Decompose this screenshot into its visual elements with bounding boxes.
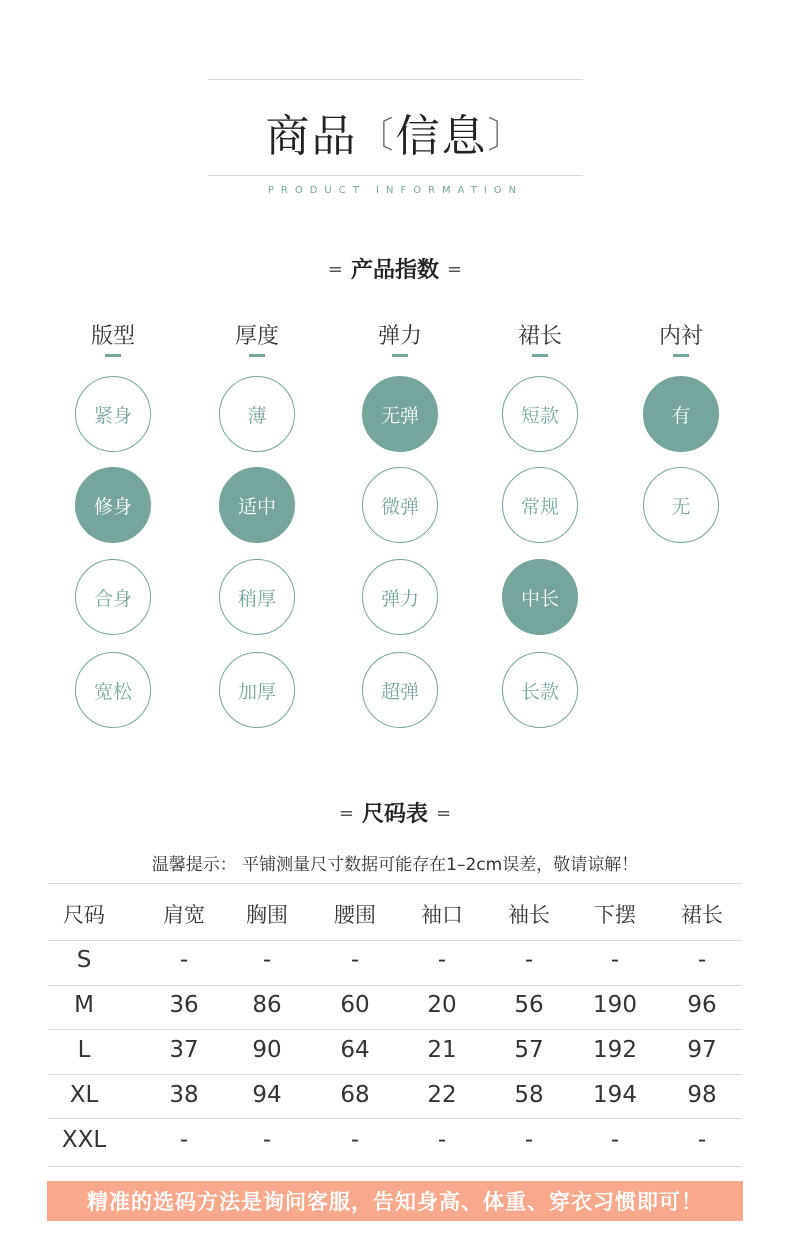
table-cell: 57 [514, 1037, 544, 1063]
index-option-selected: 无弹 [362, 376, 438, 452]
table-cell: 20 [427, 992, 457, 1018]
index-column-label: 弹力 [377, 324, 422, 349]
table-cell: - [262, 1127, 272, 1153]
eq-right: = [447, 259, 463, 280]
index-option: 合身 [75, 559, 151, 635]
table-rule [48, 1074, 742, 1075]
cta-banner: 精准的选码方法是询问客服，告知身高、体重、穿衣习惯即可！ [47, 1181, 743, 1221]
index-option-selected: 修身 [75, 467, 151, 543]
title-open-bracket: 〔 [357, 115, 396, 156]
table-cell: 22 [427, 1082, 457, 1108]
page-subtitle: PRODUCT INFORMATION [267, 185, 524, 196]
table-cell: 68 [340, 1082, 370, 1108]
title-main: 商品 [265, 111, 358, 162]
index-column-underline [392, 354, 408, 357]
table-cell: 37 [169, 1037, 199, 1063]
table-cell: 86 [252, 992, 282, 1018]
table-cell: - [610, 947, 620, 973]
table-cell: - [179, 1127, 189, 1153]
table-cell: - [262, 947, 272, 973]
index-column-label: 版型 [90, 324, 135, 349]
index-section-title [0, 253, 790, 284]
index-option-selected: 中长 [502, 559, 578, 635]
table-cell: 97 [687, 1037, 717, 1063]
table-cell: - [437, 947, 447, 973]
table-cell: - [437, 1127, 447, 1153]
index-title-text: 产品指数 [350, 258, 439, 283]
table-cell: 190 [593, 992, 637, 1018]
table-header-cell: 袖长 [508, 903, 550, 927]
index-option: 紧身 [75, 376, 151, 452]
index-column-label: 裙长 [517, 324, 562, 349]
table-cell: 90 [252, 1037, 282, 1063]
table-cell: - [697, 1127, 707, 1153]
table-cell: - [350, 1127, 360, 1153]
table-cell: - [524, 1127, 534, 1153]
page-title [208, 100, 583, 164]
table-cell: 64 [340, 1037, 370, 1063]
index-column-underline [249, 354, 265, 357]
size-section-title [0, 797, 790, 828]
table-cell: 194 [593, 1082, 637, 1108]
index-option: 弹力 [362, 559, 438, 635]
table-cell: 21 [427, 1037, 457, 1063]
table-header-cell: 尺码 [63, 903, 105, 927]
index-option-selected: 有 [643, 376, 719, 452]
table-header-cell: 袖口 [421, 903, 463, 927]
table-cell: 94 [252, 1082, 282, 1108]
size-title-text: 尺码表 [361, 802, 428, 827]
table-cell: 60 [340, 992, 370, 1018]
table-rule [48, 883, 742, 884]
table-cell: 56 [514, 992, 544, 1018]
table-header-cell: 肩宽 [163, 903, 205, 927]
index-option: 加厚 [219, 652, 295, 728]
table-cell: 192 [593, 1037, 637, 1063]
table-rule [48, 1118, 742, 1119]
table-header-cell: 腰围 [334, 903, 376, 927]
table-cell: - [697, 947, 707, 973]
index-option: 稍厚 [219, 559, 295, 635]
header-top-rule [208, 79, 583, 80]
table-rule [48, 940, 742, 941]
index-option: 长款 [502, 652, 578, 728]
table-size-label: XXL [61, 1127, 107, 1153]
index-option: 无 [643, 467, 719, 543]
table-size-label: L [77, 1037, 91, 1063]
table-cell: - [350, 947, 360, 973]
title-accent: 信息 [395, 111, 488, 162]
index-column-underline [105, 354, 121, 357]
table-size-label: S [76, 947, 92, 973]
size-tip: 温馨提示： 平铺测量尺寸数据可能存在1–2cm误差，敬请谅解！ [151, 855, 639, 875]
eq-left: = [327, 259, 343, 280]
index-column-underline [673, 354, 689, 357]
table-rule [48, 1029, 742, 1030]
table-size-label: XL [69, 1082, 99, 1108]
table-rule [48, 1166, 742, 1167]
table-cell: 98 [687, 1082, 717, 1108]
table-cell: - [179, 947, 189, 973]
index-option: 宽松 [75, 652, 151, 728]
header-bottom-rule [208, 175, 583, 176]
index-column-underline [532, 354, 548, 357]
table-cell: 36 [169, 992, 199, 1018]
index-option: 微弹 [362, 467, 438, 543]
eq-right: = [436, 803, 452, 824]
table-rule [48, 985, 742, 986]
table-cell: 58 [514, 1082, 544, 1108]
table-header-cell: 胸围 [246, 903, 288, 927]
table-cell: - [524, 947, 534, 973]
table-cell: 96 [687, 992, 717, 1018]
table-header-cell: 裙长 [681, 903, 723, 927]
table-size-label: M [74, 992, 94, 1018]
index-column-label: 内衬 [658, 324, 703, 349]
table-cell: 38 [169, 1082, 199, 1108]
index-option: 超弹 [362, 652, 438, 728]
index-option-selected: 适中 [219, 467, 295, 543]
index-option: 薄 [219, 376, 295, 452]
index-column-label: 厚度 [234, 324, 279, 349]
table-cell: - [610, 1127, 620, 1153]
index-option: 常规 [502, 467, 578, 543]
title-close-bracket: 〕 [487, 115, 526, 156]
index-option: 短款 [502, 376, 578, 452]
eq-left: = [338, 803, 354, 824]
table-header-cell: 下摆 [594, 903, 636, 927]
